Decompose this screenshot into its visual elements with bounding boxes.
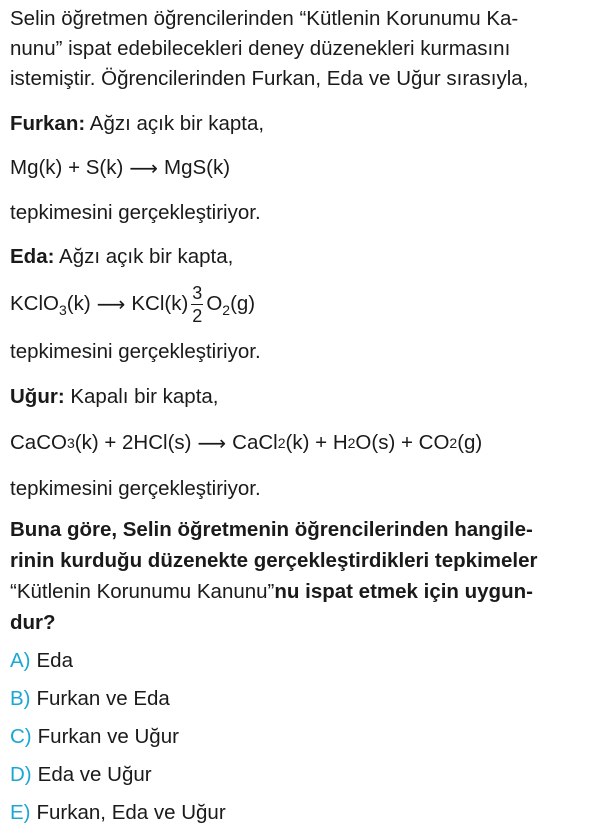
- eda-eq-o2: [206, 292, 255, 316]
- ugur-eq-part3: O(s) + CO: [355, 431, 450, 454]
- eda-eq-kcl: KCl(k): [131, 292, 189, 315]
- question-line-1: Buna göre, Selin öğretmenin öğrencilerinden hangile-: [10, 518, 533, 541]
- intro-line-1: Selin öğretmen öğrencilerinden “Kütlenin Korunumu Ka-: [10, 7, 519, 30]
- eda-eq-sub3: 3: [58, 302, 67, 318]
- fraction-numerator: 3: [192, 282, 203, 303]
- option-text: Furkan ve Eda: [36, 687, 170, 710]
- option-letter: E): [10, 801, 31, 824]
- fraction-bar: [191, 304, 203, 305]
- furkan-block: [10, 102, 598, 236]
- option-letter: D): [10, 763, 32, 786]
- ugur-equation: CaCO 3 (k) + 2HCl(s) ⟶ CaCl 2 (k) + H 2 O(s) + CO 2 (g): [10, 431, 483, 455]
- question-page: [10, 4, 598, 832]
- fraction-denominator: 2: [192, 305, 203, 326]
- furkan-equation: [10, 146, 598, 190]
- furkan-desc: [10, 102, 598, 146]
- ugur-name: Uğur:: [10, 385, 65, 408]
- eda-desc-text: Ağzı açık bir kapta,: [59, 245, 234, 268]
- option-text: Furkan ve Uğur: [37, 725, 179, 748]
- intro-paragraph: [10, 4, 598, 94]
- question-line-3: [10, 576, 598, 607]
- eda-after: tepkimesini gerçekleştiriyor.: [10, 340, 261, 363]
- ugur-desc-text: Kapalı bir kapta,: [70, 385, 219, 408]
- eda-eq-kclo3: [10, 292, 91, 316]
- option-d[interactable]: [10, 756, 598, 794]
- eda-eq-gas: (g): [230, 292, 256, 315]
- question-law-name: “Kütlenin Korunumu Kanunu”: [10, 580, 275, 603]
- option-text: Eda ve Uğur: [37, 763, 152, 786]
- furkan-after: tepkimesini gerçekleştiriyor.: [10, 201, 261, 224]
- option-letter: B): [10, 687, 31, 710]
- eda-eq-sub2: 2: [222, 302, 231, 318]
- option-c[interactable]: [10, 718, 598, 756]
- ugur-eq-cacl: CaCl: [232, 431, 278, 454]
- eda-block: [10, 236, 598, 374]
- option-a[interactable]: [10, 642, 598, 680]
- eda-equation: [10, 278, 598, 330]
- eda-eq-o: O: [206, 292, 223, 315]
- reaction-arrow-icon: ⟶: [197, 432, 227, 455]
- furkan-desc-text: Ağzı açık bir kapta,: [89, 112, 265, 135]
- reaction-arrow-icon: ⟶: [96, 293, 126, 316]
- intro-line-3: istemiştir. Öğrencilerinden Furkan, Eda ve Uğur sırasıyla,: [10, 67, 529, 90]
- question-line-4: dur?: [10, 611, 56, 634]
- question-line-3-bold: nu ispat etmek için uygun-: [274, 580, 533, 603]
- ugur-eq-part1: (k) + 2HCl(s): [74, 431, 192, 454]
- option-e[interactable]: [10, 794, 598, 832]
- furkan-eq-reactants: Mg(k) + S(k): [10, 156, 124, 179]
- answer-options: [10, 642, 598, 832]
- eda-eq-state: (k): [66, 292, 91, 315]
- ugur-eq-part2: (k) + H: [285, 431, 348, 454]
- option-letter: A): [10, 649, 31, 672]
- question-stem: [10, 514, 598, 638]
- ugur-eq-caco: CaCO: [10, 431, 67, 454]
- furkan-eq-products: MgS(k): [164, 156, 231, 179]
- option-b[interactable]: [10, 680, 598, 718]
- eda-eq-fraction: [191, 284, 203, 325]
- eda-eq-kclo: KClO: [10, 292, 59, 315]
- eda-name: Eda:: [10, 245, 55, 268]
- option-letter: C): [10, 725, 32, 748]
- ugur-block: [10, 374, 598, 512]
- eda-desc: [10, 236, 598, 278]
- ugur-eq-part4: (g): [457, 431, 483, 454]
- reaction-arrow-icon: ⟶: [129, 157, 158, 180]
- furkan-name: Furkan:: [10, 112, 86, 135]
- option-text: Furkan, Eda ve Uğur: [36, 801, 226, 824]
- option-text: Eda: [36, 649, 73, 672]
- ugur-after: tepkimesini gerçekleştiriyor.: [10, 477, 261, 500]
- question-line-2: rinin kurduğu düzenekte gerçekleştirdikleri tepkimeler: [10, 549, 538, 572]
- ugur-desc: [10, 374, 598, 420]
- intro-line-2: nunu” ispat edebilecekleri deney düzenekleri kurmasını: [10, 37, 511, 60]
